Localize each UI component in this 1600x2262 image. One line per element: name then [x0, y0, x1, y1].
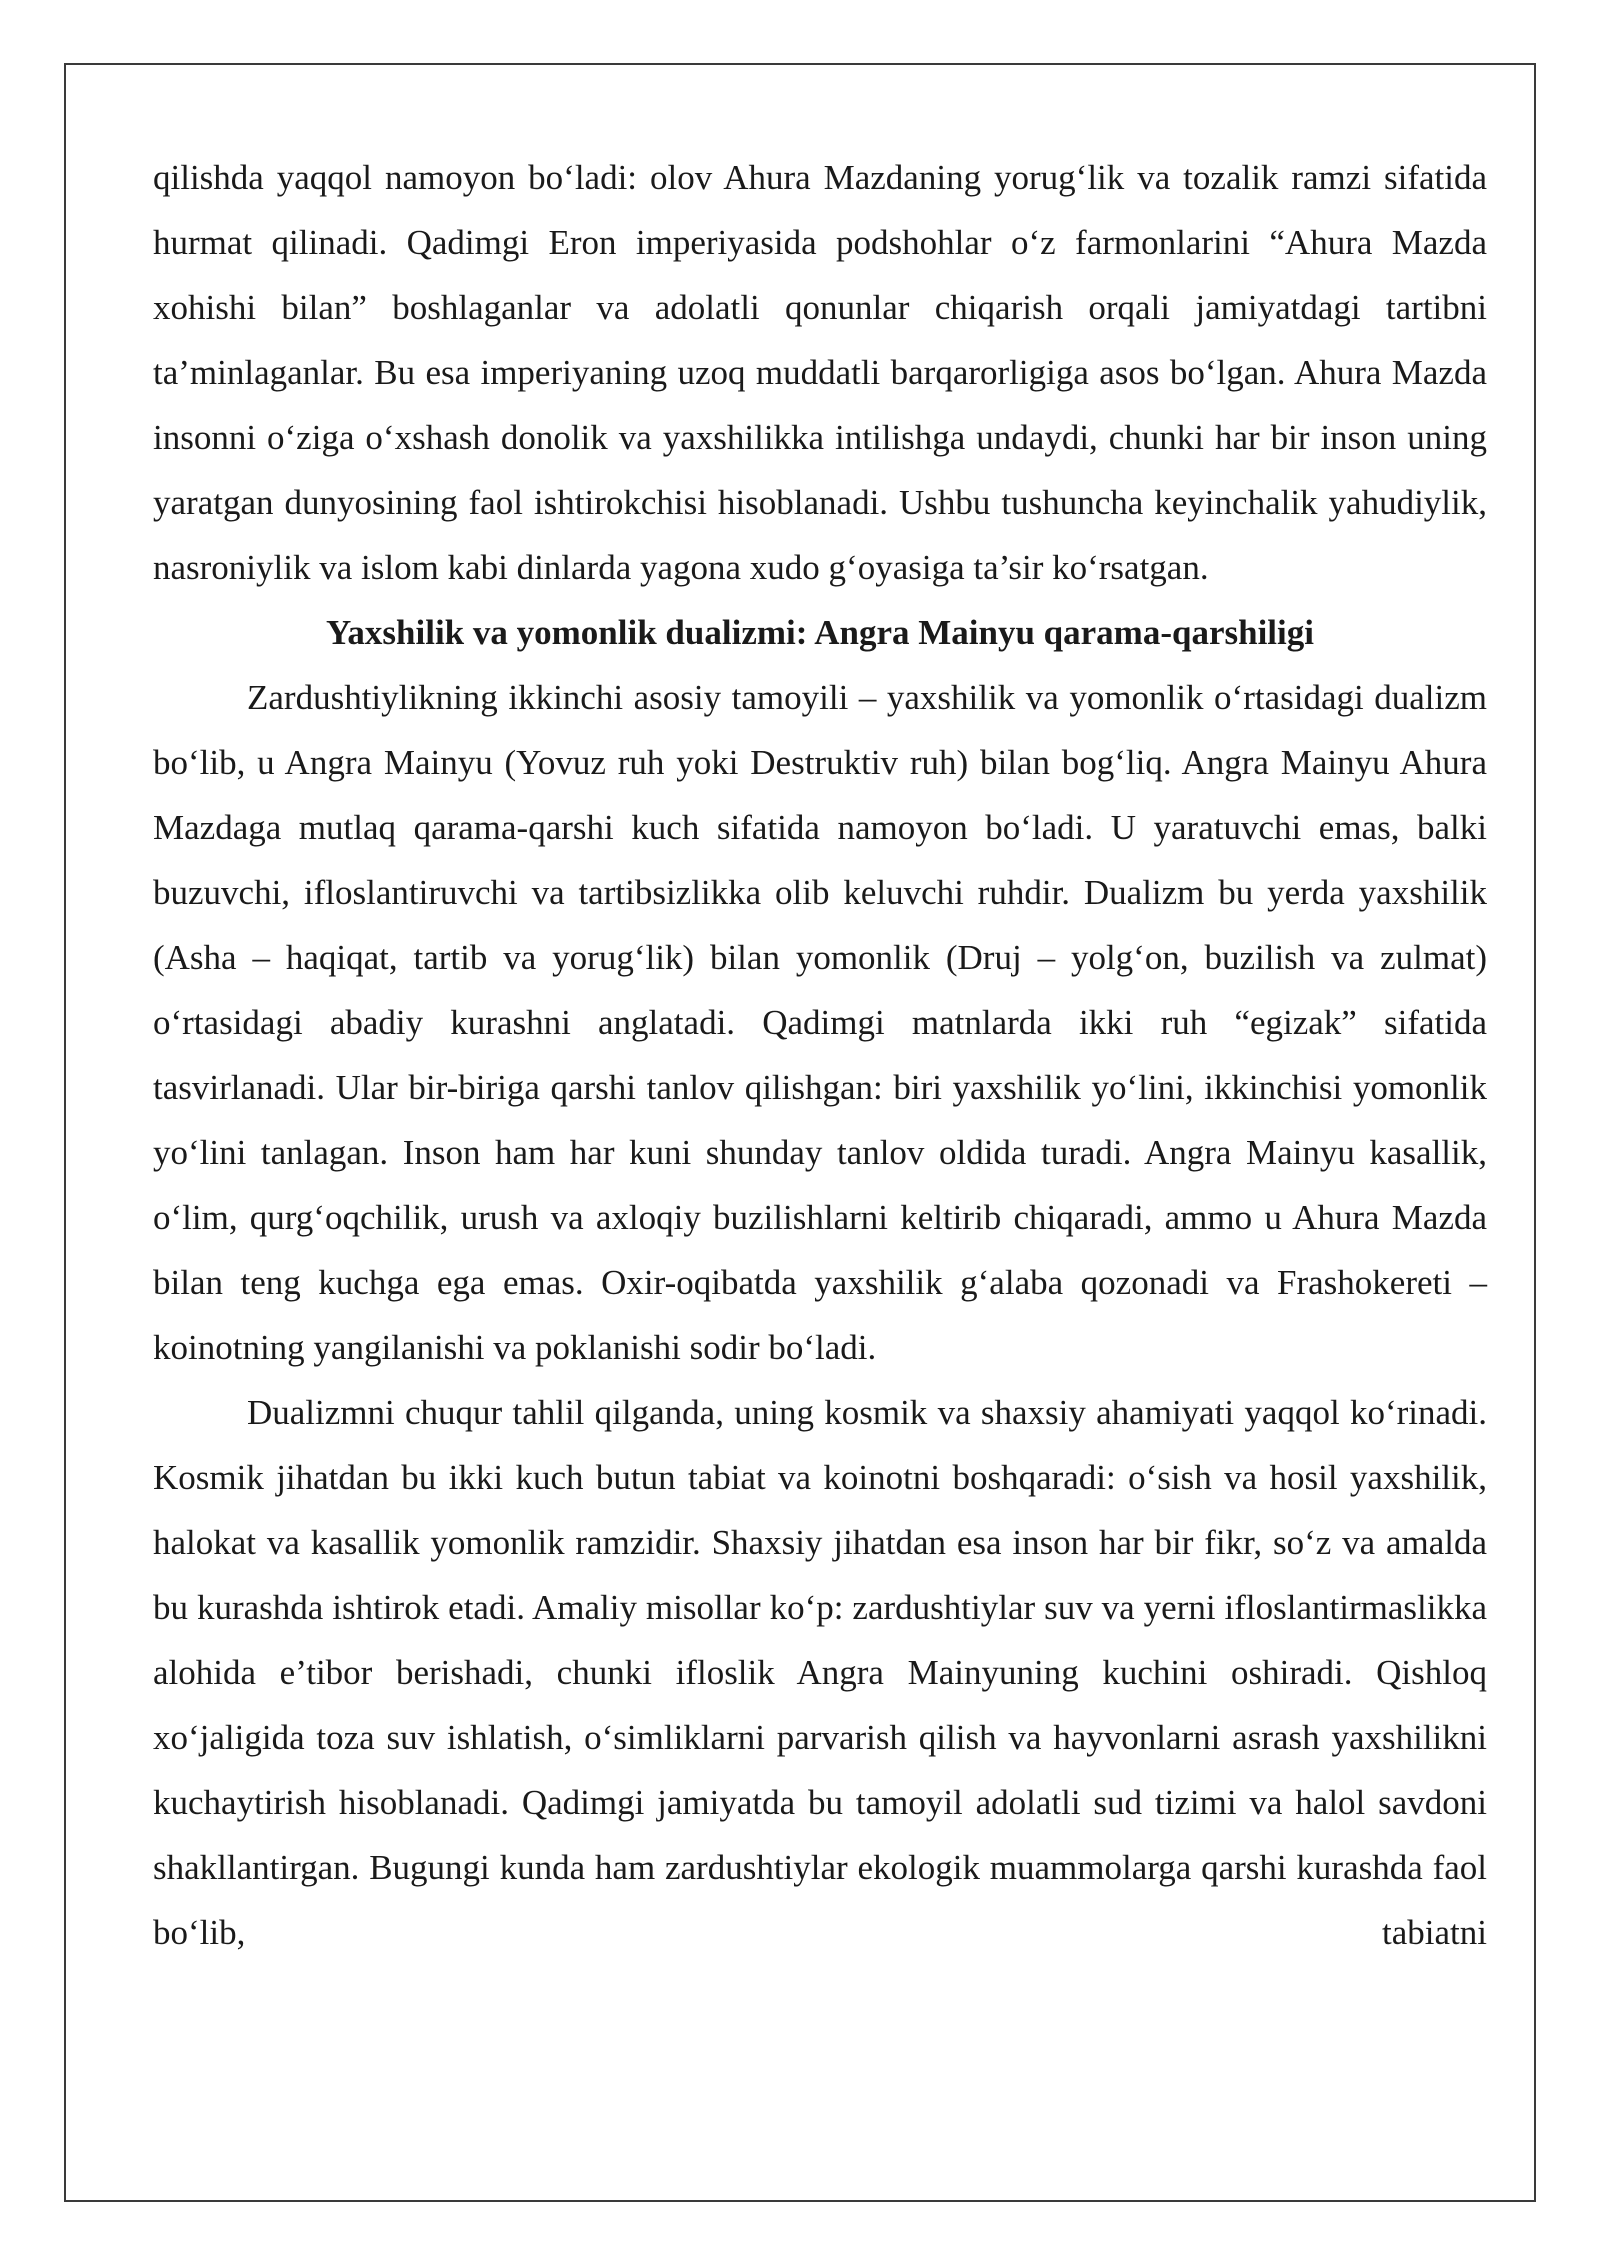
section-heading: Yaxshilik va yomonlik dualizmi: Angra Mainyu qarama-qarshiligi: [326, 613, 1314, 652]
paragraph-dualism-intro: Zardushtiylikning ikkinchi asosiy tamoyili – yaxshilik va yomonlik o‘rtasidagi dualizm bo‘lib, u Angra Mainyu (Yovuz ruh yoki Destruktiv ruh) bilan bog‘liq. Angra Mainyu Ahura Mazdaga mutlaq qarama-qarshi kuch sifatida namoyon bo‘ladi. U yaratuvchi emas, balki buzuvchi, ifloslantiruvchi va tartibsizlikka olib keluvchi ruhdir. Dualizm bu yerda yaxshilik (Asha – haqiqat, tartib va yorug‘lik) bilan yomonlik (Druj – yolg‘on, buzilish va zulmat) o‘rtasidagi abadiy kurashni anglatadi. Qadimgi matnlarda ikki ruh “egizak” sifatida tasvirlanadi. Ular bir-biriga qarshi tanlov qilishgan: biri yaxshilik yo‘lini, ikkinchisi yomonlik yo‘lini tanlagan. Inson ham har kuni shunday tanlov oldida turadi. Angra Mainyu kasallik, o‘lim, qurg‘oqchilik, urush va axloqiy buzilishlarni keltirib chiqaradi, ammo u Ahura Mazda bilan teng kuchga ega emas. Oxir-oqibatda yaxshilik g‘alaba qozonadi va Frashokereti – koinotning yangilanishi va poklanishi sodir bo‘ladi.: [153, 678, 1487, 1367]
document-body: [153, 145, 1487, 1965]
paragraph-continued: qilishda yaqqol namoyon bo‘ladi: olov Ahura Mazdaning yorug‘lik va tozalik ramzi sifatida hurmat qilinadi. Qadimgi Eron imperiyasida podshohlar o‘z farmonlarini “Ahura Mazda xohishi bilan” boshlaganlar va adolatli qonunlar chiqarish orqali jamiyatdagi tartibni ta’minlaganlar. Bu esa imperiyaning uzoq muddatli barqarorligiga asos bo‘lgan. Ahura Mazda insonni o‘ziga o‘xshash donolik va yaxshilikka intilishga undaydi, chunki har bir inson uning yaratgan dunyosining faol ishtirokchisi hisoblanadi. Ushbu tushuncha keyinchalik yahudiylik, nasroniylik va islom kabi dinlarda yagona xudo g‘oyasiga ta’sir ko‘rsatgan.: [153, 158, 1487, 587]
paragraph-dualism-analysis: Dualizmni chuqur tahlil qilganda, uning kosmik va shaxsiy ahamiyati yaqqol ko‘rinadi. Kosmik jihatdan bu ikki kuch butun tabiat va koinotni boshqaradi: o‘sish va hosil yaxshilik, halokat va kasallik yomonlik ramzidir. Shaxsiy jihatdan esa inson har bir fikr, so‘z va amalda bu kurashda ishtirok etadi. Amaliy misollar ko‘p: zardushtiylar suv va yerni ifloslantirmaslikka alohida e’tibor berishadi, chunki ifloslik Angra Mainyuning kuchini oshiradi. Qishloq xo‘jaligida toza suv ishlatish, o‘simliklarni parvarish qilish va hayvonlarni asrash yaxshilikni kuchaytirish hisoblanadi. Qadimgi jamiyatda bu tamoyil adolatli sud tizimi va halol savdoni shakllantirgan. Bugungi kunda ham zardushtiylar ekologik muammolarga qarshi kurashda faol bo‘lib, tabiatni: [153, 1393, 1487, 1952]
